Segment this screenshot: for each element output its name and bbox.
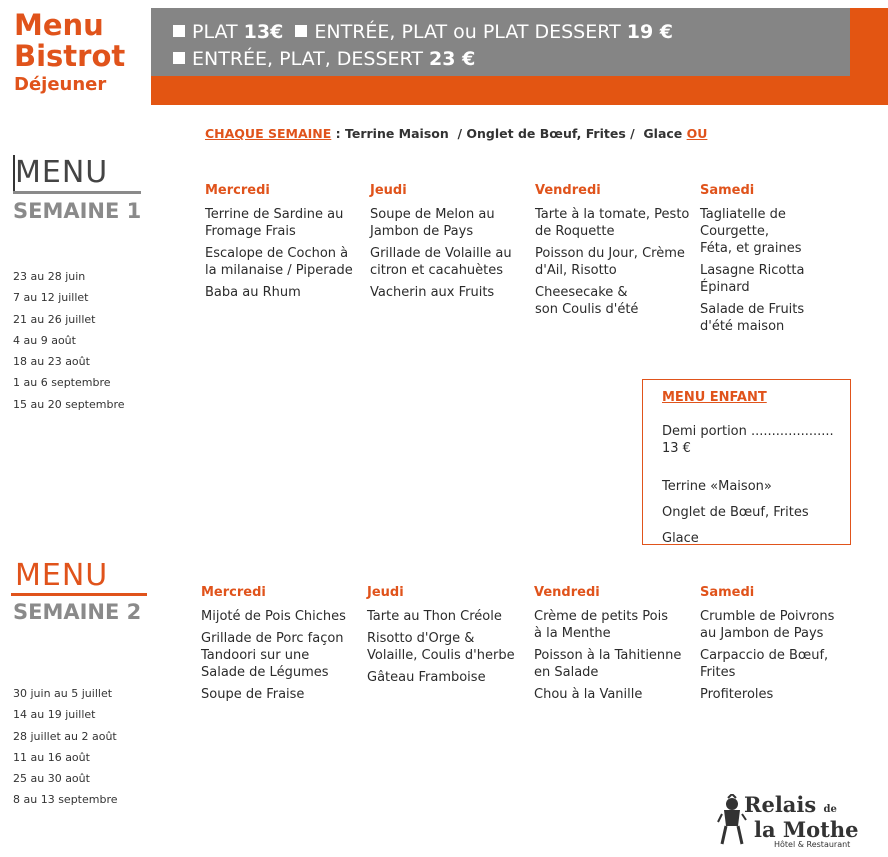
week1-day-vendredi bbox=[535, 183, 695, 323]
dish: Tarte à la tomate, Pesto de Roquette bbox=[535, 207, 690, 239]
week2-day-vendredi bbox=[534, 585, 696, 708]
dish: Carpaccio de Bœuf, Frites bbox=[700, 648, 829, 680]
option2-label: ENTRÉE, PLAT ou PLAT DESSERT bbox=[314, 21, 621, 43]
dish: Salade de Fruits d'été maison bbox=[700, 302, 805, 334]
menu-enfant-price: Demi portion .................... 13 € bbox=[662, 424, 834, 456]
day-name: Vendredi bbox=[534, 585, 600, 600]
logo-line3: Hôtel & Restaurant bbox=[774, 840, 851, 849]
square-bullet-icon bbox=[173, 52, 185, 64]
chaque-semaine-line bbox=[205, 126, 707, 141]
logo-line2: la Mothe bbox=[754, 817, 859, 842]
dish: Vacherin aux Fruits bbox=[370, 285, 495, 300]
week2-divider bbox=[11, 593, 147, 596]
dish: Baba au Rhum bbox=[205, 285, 301, 300]
date-item: 28 juillet au 2 août bbox=[13, 729, 117, 743]
dish: Terrine de Sardine au Fromage Frais bbox=[205, 207, 344, 239]
week1-semaine-word: SEMAINE 1 bbox=[13, 199, 142, 223]
week2-day-mercredi bbox=[201, 585, 361, 708]
price-row-2 bbox=[173, 46, 850, 73]
dish: Grillade de Volaille au citron et cacahuètes bbox=[370, 246, 512, 278]
date-item: 8 au 13 septembre bbox=[13, 793, 118, 807]
title-line1: Menu bbox=[14, 8, 104, 42]
menu-enfant-item: Terrine «Maison» bbox=[662, 479, 772, 494]
plat-price: 13€ bbox=[243, 21, 284, 43]
dish: Cheesecake & son Coulis d'été bbox=[535, 285, 639, 317]
price-row-1 bbox=[173, 19, 850, 46]
day-name: Samedi bbox=[700, 585, 755, 600]
date-item: 18 au 23 août bbox=[13, 355, 90, 369]
dish: Grillade de Porc façon Tandoori sur une Salade de Légumes bbox=[201, 631, 344, 680]
menu-enfant-item: Onglet de Bœuf, Frites bbox=[662, 505, 809, 520]
logo-line1: Relais bbox=[744, 792, 817, 817]
day-name: Vendredi bbox=[535, 183, 601, 198]
logo-de: de bbox=[823, 804, 837, 815]
menu-title bbox=[14, 10, 125, 98]
dish: Mijoté de Pois Chiches bbox=[201, 609, 346, 624]
date-item: 23 au 28 juin bbox=[13, 270, 86, 283]
dish: Gâteau Framboise bbox=[367, 670, 486, 685]
week1-menu-word: MENU bbox=[15, 155, 109, 190]
option3-price: 23 € bbox=[429, 48, 476, 70]
option2-price: 19 € bbox=[626, 21, 674, 43]
week2-semaine-word: SEMAINE 2 bbox=[13, 600, 142, 624]
date-item: 21 au 26 juillet bbox=[13, 312, 96, 326]
dish: Escalope de Cochon à la milanaise / Piperade bbox=[205, 246, 353, 278]
dish: Poisson à la Tahitienne en Salade bbox=[534, 648, 682, 680]
option3-label: ENTRÉE, PLAT, DESSERT bbox=[192, 48, 423, 70]
dish: Tagliatelle de Courgette, Féta, et graines bbox=[700, 207, 802, 256]
dish: Poisson du Jour, Crème d'Ail, Risotto bbox=[535, 246, 685, 278]
dish: Tarte au Thon Créole bbox=[367, 609, 502, 624]
day-name: Samedi bbox=[700, 183, 755, 198]
date-item: 25 au 30 août bbox=[13, 772, 90, 786]
day-name: Mercredi bbox=[201, 585, 266, 600]
dish: Soupe de Melon au Jambon de Pays bbox=[370, 207, 495, 239]
dish: Profiteroles bbox=[700, 687, 774, 702]
square-bullet-icon bbox=[173, 25, 185, 37]
date-item: 15 au 20 septembre bbox=[13, 397, 125, 411]
dish: Crème de petits Pois à la Menthe bbox=[534, 609, 668, 641]
week2-menu-word: MENU bbox=[15, 558, 109, 593]
chaque-semaine-ou: OU bbox=[686, 126, 708, 141]
week2-day-samedi bbox=[700, 585, 850, 708]
week1-dates bbox=[13, 266, 125, 415]
day-name: Jeudi bbox=[367, 585, 404, 600]
dish: Risotto d'Orge & Volaille, Coulis d'herbe bbox=[367, 631, 515, 663]
price-banner bbox=[151, 8, 850, 76]
menu-enfant-item: Glace bbox=[662, 531, 699, 546]
title-subtitle: Déjeuner bbox=[14, 74, 107, 95]
week1-divider bbox=[13, 191, 141, 194]
date-item: 11 au 16 août bbox=[13, 750, 90, 764]
dish: Crumble de Poivrons au Jambon de Pays bbox=[700, 609, 835, 641]
chaque-semaine-text: : Terrine Maison / Onglet de Bœuf, Frites / Glace bbox=[331, 126, 687, 141]
week1-day-samedi bbox=[700, 183, 850, 340]
dish: Chou à la Vanille bbox=[534, 687, 643, 702]
date-item: 4 au 9 août bbox=[13, 333, 76, 347]
title-line2: Bistrot bbox=[14, 39, 126, 73]
dish: Lasagne Ricotta Épinard bbox=[700, 263, 805, 295]
dish: Soupe de Fraise bbox=[201, 687, 305, 702]
week1-day-mercredi bbox=[205, 183, 360, 306]
logo-wordmark bbox=[744, 792, 859, 849]
week1-day-jeudi bbox=[370, 183, 530, 306]
day-name: Jeudi bbox=[370, 183, 407, 198]
square-bullet-icon bbox=[295, 25, 307, 37]
week2-day-jeudi bbox=[367, 585, 529, 691]
plat-label: PLAT bbox=[192, 21, 238, 43]
day-name: Mercredi bbox=[205, 183, 270, 198]
chaque-semaine-label: CHAQUE SEMAINE bbox=[205, 126, 332, 141]
week2-dates bbox=[13, 683, 118, 811]
date-item: 14 au 19 juillet bbox=[13, 708, 96, 722]
date-item: 30 juin au 5 juillet bbox=[13, 687, 113, 700]
date-item: 7 au 12 juillet bbox=[13, 291, 89, 305]
menu-enfant-box bbox=[642, 379, 851, 545]
menu-enfant-title: MENU ENFANT bbox=[662, 390, 767, 405]
date-item: 1 au 6 septembre bbox=[13, 376, 111, 390]
